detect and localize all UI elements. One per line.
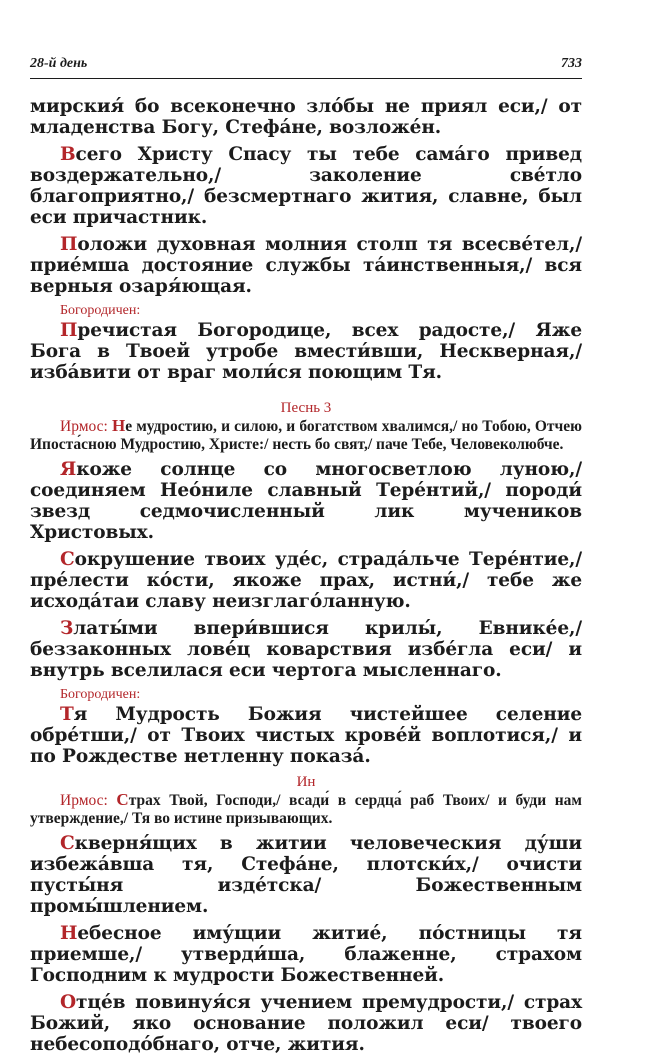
stanza-text: оложи духовная молния столп тя всесве́тел,/ прие́мша достояние службы та́инственныя,/ вся верныя озаря́ющая. <box>30 234 582 297</box>
initial-letter: С <box>60 549 75 570</box>
irmos-text: е мудростию, и силою, и богатством хвалимся,/ но Тобою, Отчею Ипоста́сною Мудростию, Христе:/ несть бо свят,/ паче Тебе, Человеколюбче. <box>30 418 582 453</box>
stanza <box>30 459 582 543</box>
stanza <box>30 320 582 383</box>
irmos-label: Ирмос: <box>60 418 108 435</box>
irmos <box>30 791 582 828</box>
irmos <box>30 417 582 454</box>
initial-letter: П <box>60 234 78 255</box>
irmos-text: трах Твой, Господи,/ всади́ в сердца́ раб Твоих/ и буди нам утверждение,/ Тя во истине призывающих. <box>30 792 582 827</box>
stanza <box>30 234 582 297</box>
initial-letter: О <box>60 992 77 1013</box>
running-header <box>30 52 582 79</box>
page-number: 733 <box>561 56 582 71</box>
initial-letter: П <box>60 320 78 341</box>
other-canon-title: Ин <box>296 774 316 790</box>
theotokion-label: Богородичен: <box>60 687 141 702</box>
text-body <box>30 96 582 1061</box>
stanza <box>30 992 582 1055</box>
stanza-text: латы́ми впери́вшися крилы́, Евнике́е,/ беззаконных лове́ц коварствия избе́гла еси/ и внутрь вселилася еси чертога мысленнаго. <box>30 618 582 681</box>
stanza <box>30 833 582 917</box>
stanza-text: сего Христу Спасу ты тебе сама́го привед воздержательно,/ заколение све́тло благоприятно,/ безсмертнаго жития, славне, был еси причастник. <box>30 144 582 228</box>
initial-letter: З <box>60 618 74 639</box>
stanza <box>30 618 582 681</box>
stanza <box>30 923 582 986</box>
theotokion-label: Богородичен: <box>60 303 141 318</box>
stanza-text: я Мудрость Божия чистейшее селение обре́тши,/ от Твоих чистых крове́й воплотися,/ и по Рождестве нетленну показа́. <box>30 704 582 767</box>
initial-letter: С <box>116 790 129 809</box>
initial-letter: Н <box>111 416 126 435</box>
stanza-text: окрушение твоих уде́с, страда́льче Тере́нтие,/ пре́лести ко́сти, якоже прах, истни́,/ тебе же исхода́таи славу неизглаго́ланную. <box>30 549 582 612</box>
stanza-text: коже солнце со многосветлою луною,/ соединяем Нео́ниле славный Тере́нтий,/ породи́ звезд седмочисленный лик мучеников Христовых. <box>30 459 582 543</box>
irmos-label: Ирмос: <box>60 792 108 809</box>
stanza-text: речистая Богородице, всех радосте,/ Яже Бога в Твоей утробе вмести́вши, Нескверная,/ изба́вити от враг моли́ся поющим Тя. <box>30 320 582 383</box>
initial-letter: В <box>60 144 76 165</box>
initial-letter: Т <box>60 704 74 725</box>
stanza <box>30 96 582 138</box>
stanza <box>30 549 582 612</box>
day-label: 28-й день <box>30 56 88 71</box>
stanza-text: мирския́ бо всеконечно зло́бы не приял еси,/ от младенства Богу, Стефа́не, возложе́н. <box>30 96 582 138</box>
stanza <box>30 144 582 228</box>
stanza <box>30 704 582 767</box>
initial-letter: Я <box>60 459 77 480</box>
stanza-text: тце́в повинуя́ся учением премудрости,/ страх Божий, яко основание положил еси/ твоего небесоподо́бнаго, отче, жития. <box>30 992 582 1055</box>
stanza-text: ебесное иму́щии житие́, по́стницы тя приемше,/ утверди́ша, блаженне, страхом Господним к мудрости Божественней. <box>30 923 582 986</box>
initial-letter: С <box>60 833 75 854</box>
stanza-text: кверня́щих в житии человеческия ду́ши избежа́вша тя, Стефа́не, плотски́х,/ очисти пусты́ня изде́тска/ Божественным промы́шлением. <box>30 833 582 917</box>
ode-title: Песнь 3 <box>280 400 332 416</box>
initial-letter: Н <box>60 923 78 944</box>
